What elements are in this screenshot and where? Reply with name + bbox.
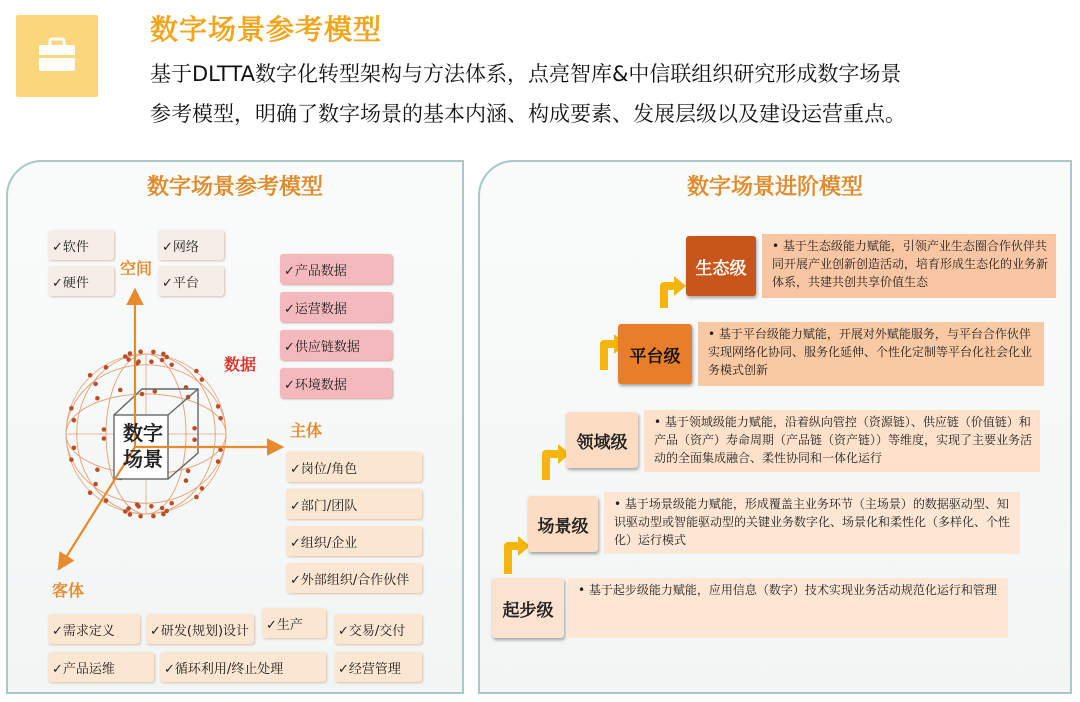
object-item: ✓需求定义 — [48, 614, 140, 644]
sphere-node — [118, 388, 123, 393]
sphere-node — [135, 502, 140, 507]
sphere-node — [72, 446, 77, 451]
axis-data-label: 数据 — [224, 355, 257, 374]
intro-line-1: 基于DLTTA数字化转型架构与方法体系，点亮智库&中信联组织研究形成数字场景 — [150, 62, 902, 86]
data-item: ✓环境数据 — [280, 368, 392, 398]
space-item: ✓软件 — [48, 230, 114, 260]
level-5-desc: • 基于生态级能力赋能，引领产业生态圈合作伙伴共同开展产业创新创造活动，培育形成生态化的业务新体系，共建共创共享价值生态 — [762, 234, 1056, 298]
level-3-desc: • 基于领域级能力赋能，沿着纵向管控（资源链）、供应链（价值链）和产品（资产）寿命周期（产品链（资产链））等维度，实现了主要业务活动的全面集成融合、柔性协同和一体化运行 — [644, 410, 1040, 472]
sphere-node — [69, 406, 74, 411]
axis-subject-label: 主体 — [290, 421, 323, 440]
sphere-node — [200, 377, 205, 382]
sphere-node — [164, 355, 169, 360]
sphere-node — [192, 426, 197, 431]
sphere-node — [218, 416, 223, 421]
advanced-model-title: 数字场景进阶模型 — [686, 175, 863, 200]
sphere-node — [149, 359, 154, 364]
data-item: ✓供应链数据 — [280, 330, 392, 360]
subject-item: ✓外部组织/合作伙伴 — [286, 563, 422, 593]
sphere-node — [160, 506, 165, 511]
space-item: ✓平台 — [158, 266, 224, 296]
reference-model-title: 数字场景参考模型 — [146, 175, 323, 200]
sphere-node — [128, 351, 133, 356]
sphere-node — [151, 350, 156, 355]
sphere-node — [93, 482, 98, 487]
data-item: ✓产品数据 — [280, 254, 392, 284]
level-2-desc: • 基于场景级能力赋能，形成覆盖主业务环节（主场景）的数据驱动型、知识驱动型或智能驱动型的关键业务数字化、场景化和柔性化（多样化、个性化）运行模式 — [604, 492, 1020, 554]
sphere-node — [104, 365, 109, 370]
reference-model-panel — [6, 160, 464, 694]
object-item: ✓经营管理 — [334, 652, 422, 682]
subject-item: ✓部门/团队 — [286, 489, 422, 519]
sphere-node — [104, 498, 109, 503]
cube-label-line1: 数字 — [123, 421, 163, 445]
sphere-node — [161, 512, 166, 517]
level-4-desc: • 基于平台级能力赋能，开展对外赋能服务，与平台合作伙伴实现网络化协同、服务化延伸、个性化定制等平台化社会化业务模式创新 — [698, 322, 1044, 386]
intro-line-2: 参考模型，明确了数字场景的基本内涵、构成要素、发展层级以及建设运营重点。 — [150, 102, 906, 126]
object-item: ✓循环利用/终止处理 — [160, 652, 326, 682]
sphere-node — [69, 457, 74, 462]
sphere-node — [184, 478, 189, 483]
sphere-node — [194, 369, 199, 374]
step-arrow-icon — [546, 454, 560, 480]
level-1-desc: • 基于起步级能力赋能，应用信息（数字）技术实现业务活动规范化运行和管理 — [568, 578, 1008, 638]
sphere-node — [200, 486, 205, 491]
sphere-node — [169, 363, 174, 368]
sphere-node — [123, 354, 128, 359]
sphere-node — [151, 514, 156, 519]
object-item: ✓交易/交付 — [334, 614, 422, 644]
subject-item: ✓岗位/角色 — [286, 452, 422, 482]
sphere-node — [138, 514, 143, 519]
level-2-box: 场景级 — [528, 496, 598, 552]
level-5-box: 生态级 — [686, 236, 756, 296]
toolbox-icon — [16, 15, 98, 97]
level-3-box: 领域级 — [566, 412, 638, 468]
sphere-node — [102, 436, 107, 441]
cube-label-line2: 场景 — [123, 447, 163, 471]
data-item: ✓运营数据 — [280, 292, 392, 322]
sphere-node — [160, 358, 165, 363]
axis-object-label: 客体 — [52, 581, 85, 600]
sphere-node — [126, 506, 131, 511]
space-item: ✓网络 — [158, 230, 224, 260]
sphere-node — [95, 467, 100, 472]
sphere-node — [216, 404, 221, 409]
sphere-node — [102, 427, 107, 432]
subject-item: ✓组织/企业 — [286, 526, 422, 556]
page-title: 数字场景参考模型 — [150, 13, 383, 46]
sphere-node — [88, 373, 93, 378]
sphere-node — [95, 396, 100, 401]
sphere-node — [216, 459, 221, 464]
sphere-node — [128, 512, 133, 517]
space-item: ✓硬件 — [48, 266, 114, 296]
object-item: ✓产品运维 — [48, 652, 154, 682]
sphere-node — [169, 501, 174, 506]
sphere-node — [136, 359, 141, 364]
sphere-node — [194, 495, 199, 500]
cube-label — [116, 420, 170, 472]
advanced-model-panel — [478, 160, 1072, 694]
sphere-node — [140, 392, 145, 397]
level-1-box: 起步级 — [492, 578, 564, 638]
sphere-node — [93, 382, 98, 387]
sphere-node — [192, 437, 197, 442]
level-4-box: 平台级 — [618, 324, 692, 384]
sphere-node — [153, 389, 158, 394]
object-item: ✓研发(规划)设计 — [146, 614, 254, 644]
object-item: ✓生产 — [262, 608, 326, 638]
sphere-node — [186, 469, 191, 474]
axis-space-label: 空间 — [120, 259, 153, 278]
sphere-node — [138, 349, 143, 354]
sphere-node — [88, 491, 93, 496]
sphere-node — [72, 418, 77, 423]
sphere-node — [149, 504, 154, 509]
header-icon-box — [16, 15, 98, 97]
